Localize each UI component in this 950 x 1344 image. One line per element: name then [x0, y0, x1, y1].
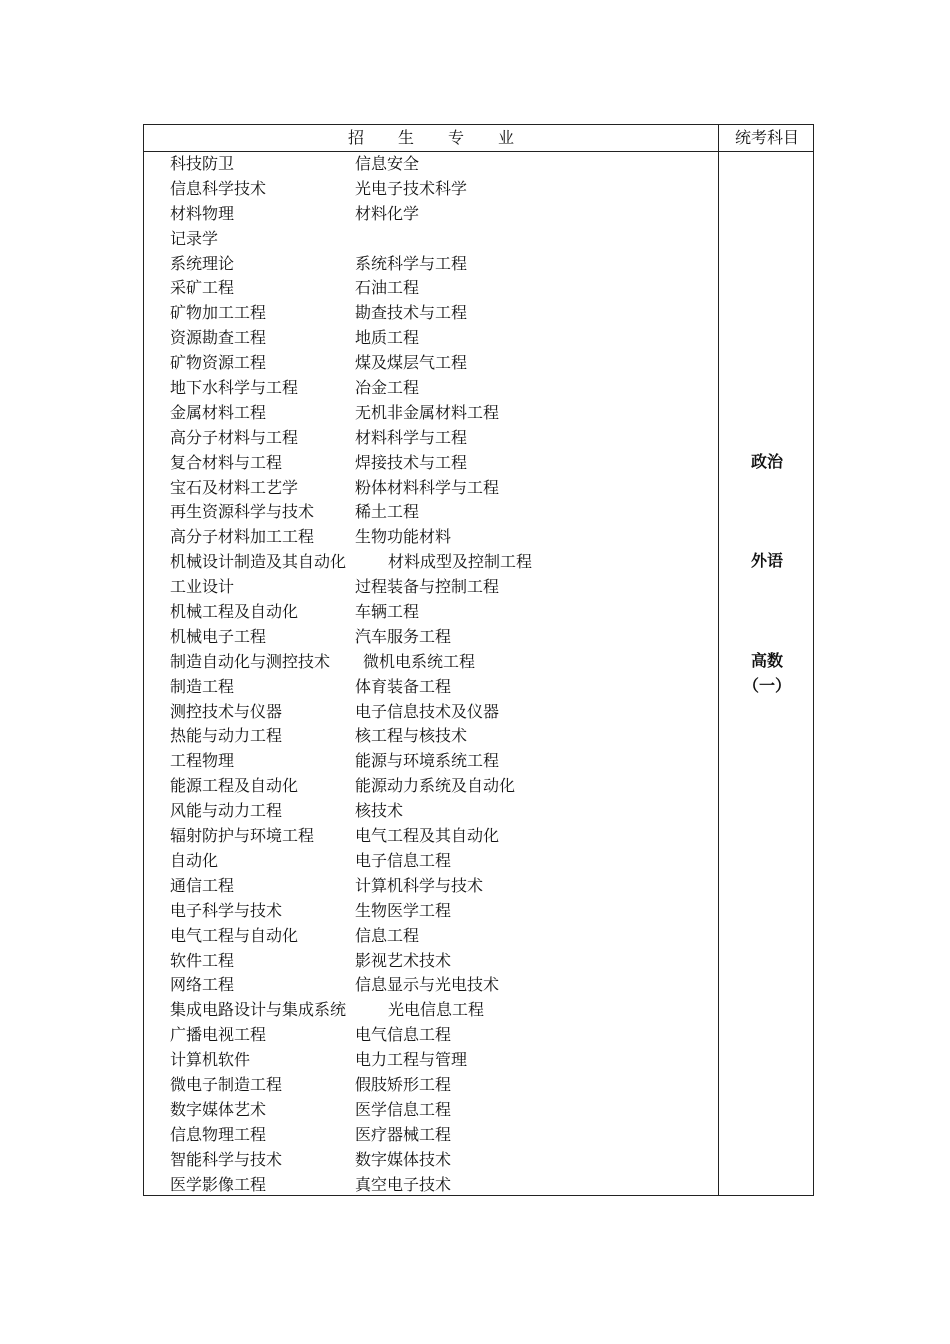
- major-name: 核技术: [355, 801, 404, 821]
- major-name: 车辆工程: [355, 602, 420, 622]
- major-row: [170, 724, 710, 749]
- major-name: 真空电子技术: [355, 1174, 452, 1194]
- major-name: 矿物资源工程: [170, 353, 267, 373]
- major-name: 电力工程与管理: [355, 1050, 468, 1070]
- major-row: [170, 700, 710, 725]
- major-name: 材料物理: [170, 203, 235, 223]
- major-name: 汽车服务工程: [355, 626, 452, 646]
- major-row: [170, 401, 710, 426]
- major-name: 自动化: [170, 850, 219, 870]
- major-row: [170, 600, 710, 625]
- major-name: 地质工程: [355, 328, 420, 348]
- major-name: 电子信息工程: [355, 850, 452, 870]
- header-major-char: 专: [448, 128, 465, 147]
- major-row: [170, 625, 710, 650]
- major-name: 能源工程及自动化: [170, 776, 299, 796]
- header-major-char: 生: [397, 128, 414, 147]
- major-name: 高分子材料与工程: [170, 427, 299, 447]
- major-name: 电气工程与自动化: [170, 925, 299, 945]
- major-name: 集成电路设计与集成系统: [170, 1000, 347, 1020]
- major-name: 电气工程及其自动化: [355, 826, 500, 846]
- subject-math-level: （一）: [742, 676, 791, 695]
- major-name: 信息工程: [355, 925, 420, 945]
- major-row: [170, 351, 710, 376]
- subject-politics: 政治: [750, 452, 783, 471]
- major-row: [170, 550, 710, 575]
- major-row: [170, 749, 710, 774]
- major-name: 电子科学与技术: [170, 900, 283, 920]
- major-name: 智能科学与技术: [170, 1149, 283, 1169]
- majors-list: [170, 152, 710, 1197]
- major-row: [170, 1123, 710, 1148]
- major-row: [170, 152, 710, 177]
- major-name: 材料成型及控制工程: [388, 552, 533, 572]
- major-row: [170, 949, 710, 974]
- major-name: 复合材料与工程: [170, 452, 283, 472]
- major-row: [170, 899, 710, 924]
- major-name: 医学信息工程: [355, 1099, 452, 1119]
- major-name: 电子信息技术及仪器: [355, 701, 500, 721]
- major-name: 宝石及材料工艺学: [170, 477, 299, 497]
- major-name: 采矿工程: [170, 278, 235, 298]
- major-row: [170, 799, 710, 824]
- major-name: 信息物理工程: [170, 1124, 267, 1144]
- major-row: [170, 774, 710, 799]
- major-row: [170, 575, 710, 600]
- major-row: [170, 874, 710, 899]
- subject-foreign-language: 外语: [750, 551, 783, 570]
- major-name: 机械设计制造及其自动化: [170, 552, 347, 572]
- major-name: 电气信息工程: [355, 1025, 452, 1045]
- major-name: 冶金工程: [355, 378, 420, 398]
- major-name: 资源勘查工程: [170, 328, 267, 348]
- major-row: [170, 301, 710, 326]
- major-name: 矿物加工工程: [170, 303, 267, 323]
- major-name: 煤及煤层气工程: [355, 353, 468, 373]
- header-major: [144, 125, 718, 151]
- major-row: [170, 177, 710, 202]
- major-row: [170, 998, 710, 1023]
- major-name: 机械电子工程: [170, 626, 267, 646]
- major-row: [170, 1173, 710, 1198]
- major-name: 系统科学与工程: [355, 253, 468, 273]
- major-name: 广播电视工程: [170, 1025, 267, 1045]
- major-name: 工程物理: [170, 751, 235, 771]
- major-name: 机械工程及自动化: [170, 602, 299, 622]
- major-row: [170, 326, 710, 351]
- major-name: 微机电系统工程: [363, 651, 476, 671]
- major-name: 数字媒体技术: [355, 1149, 452, 1169]
- major-name: 再生资源科学与技术: [170, 502, 315, 522]
- major-row: [170, 276, 710, 301]
- enrollment-table: [143, 124, 814, 1196]
- major-name: 科技防卫: [170, 154, 235, 173]
- major-row: [170, 376, 710, 401]
- subject-math: 高数: [750, 651, 783, 670]
- major-name: 微电子制造工程: [170, 1074, 283, 1094]
- major-name: 制造自动化与测控技术: [170, 651, 331, 671]
- major-row: [170, 476, 710, 501]
- major-row: [170, 675, 710, 700]
- major-name: 医学影像工程: [170, 1174, 267, 1194]
- major-row: [170, 1048, 710, 1073]
- major-name: 工业设计: [170, 577, 235, 597]
- header-subject: 统考科目: [734, 128, 799, 147]
- major-name: 能源与环境系统工程: [355, 751, 500, 771]
- major-name: 影视艺术技术: [355, 950, 452, 970]
- major-name: 医疗器械工程: [355, 1124, 452, 1144]
- major-name: 光电子技术科学: [355, 178, 468, 198]
- major-name: 辐射防护与环境工程: [170, 826, 315, 846]
- major-name: 体育装备工程: [355, 676, 452, 696]
- major-name: 网络工程: [170, 975, 235, 995]
- major-row: [170, 973, 710, 998]
- major-name: 测控技术与仪器: [170, 701, 283, 721]
- major-row: [170, 252, 710, 277]
- major-name: 通信工程: [170, 875, 235, 895]
- major-name: 制造工程: [170, 676, 235, 696]
- major-name: 信息安全: [355, 154, 420, 173]
- major-name: 能源动力系统及自动化: [355, 776, 516, 796]
- major-row: [170, 525, 710, 550]
- header-major-char: 招: [347, 128, 364, 147]
- major-row: [170, 1073, 710, 1098]
- major-row: [170, 849, 710, 874]
- major-name: 记录学: [170, 228, 219, 248]
- major-name: 假肢矫形工程: [355, 1074, 452, 1094]
- major-name: 焊接技术与工程: [355, 452, 468, 472]
- major-row: [170, 824, 710, 849]
- major-name: 软件工程: [170, 950, 235, 970]
- header-major-char: 业: [498, 128, 515, 147]
- major-name: 信息显示与光电技术: [355, 975, 500, 995]
- major-row: [170, 650, 710, 675]
- major-name: 风能与动力工程: [170, 801, 283, 821]
- major-name: 数字媒体艺术: [170, 1099, 267, 1119]
- major-row: [170, 227, 710, 252]
- major-name: 过程装备与控制工程: [355, 577, 500, 597]
- major-name: 核工程与核技术: [355, 726, 468, 746]
- major-name: 材料化学: [355, 203, 420, 223]
- major-name: 勘查技术与工程: [355, 303, 468, 323]
- major-row: [170, 1023, 710, 1048]
- major-row: [170, 1148, 710, 1173]
- major-name: 系统理论: [170, 253, 235, 273]
- major-row: [170, 451, 710, 476]
- major-name: 稀土工程: [355, 502, 420, 522]
- major-row: [170, 924, 710, 949]
- major-name: 光电信息工程: [388, 1000, 485, 1020]
- major-name: 信息科学技术: [170, 178, 267, 198]
- major-name: 热能与动力工程: [170, 726, 283, 746]
- major-name: 材料科学与工程: [355, 427, 468, 447]
- major-name: 生物医学工程: [355, 900, 452, 920]
- major-name: 计算机软件: [170, 1050, 251, 1070]
- major-name: 高分子材料加工工程: [170, 527, 315, 547]
- major-name: 生物功能材料: [355, 527, 452, 547]
- major-name: 金属材料工程: [170, 402, 267, 422]
- major-row: [170, 500, 710, 525]
- major-name: 无机非金属材料工程: [355, 402, 500, 422]
- major-row: [170, 202, 710, 227]
- major-row: [170, 426, 710, 451]
- major-name: 地下水科学与工程: [170, 378, 299, 398]
- major-name: 计算机科学与技术: [355, 875, 484, 895]
- major-row: [170, 1098, 710, 1123]
- major-name: 粉体材料科学与工程: [355, 477, 500, 497]
- major-name: 石油工程: [355, 278, 420, 298]
